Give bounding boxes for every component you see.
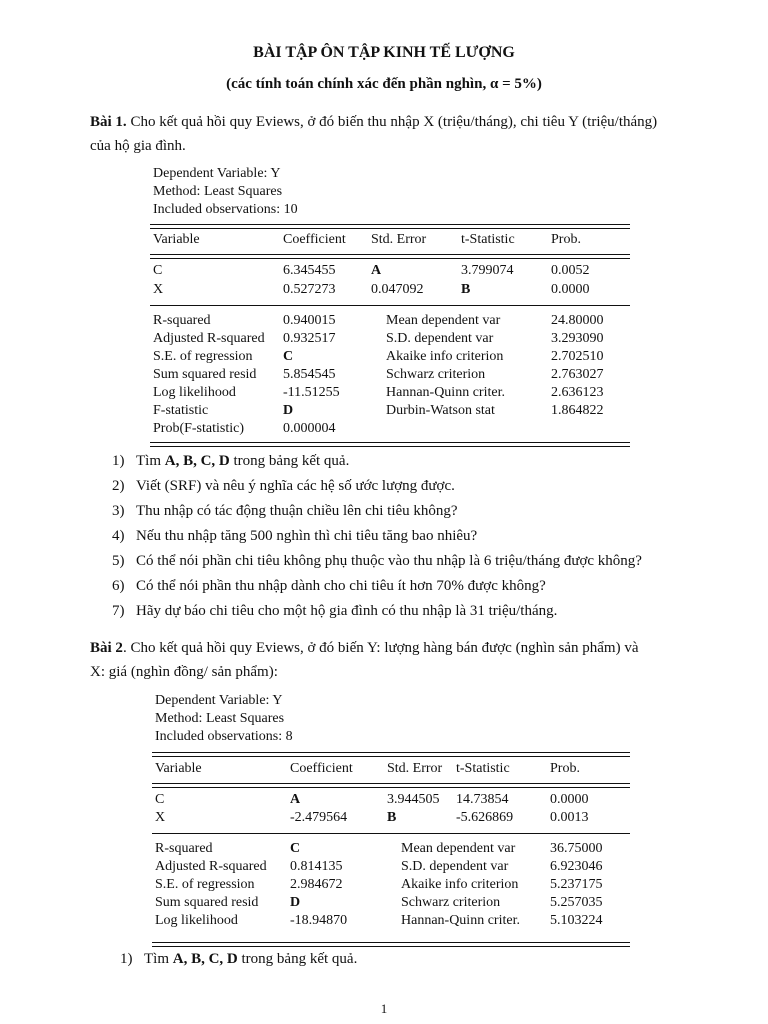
- question-text: Thu nhập có tác động thuận chiều lên chi tiêu không?: [136, 503, 458, 519]
- column-header: Coefficient: [290, 761, 353, 776]
- stat-value: 5.103224: [550, 913, 603, 928]
- question-item: [112, 600, 557, 622]
- bai2-meta: [155, 692, 293, 746]
- stat-label: R-squared: [155, 841, 213, 856]
- table-rule: [150, 442, 630, 447]
- table-cell: 0.0052: [551, 263, 590, 278]
- bai1-intro-line1: Cho kết quả hồi quy Eviews, ở đó biến thu nhập X (triệu/tháng), chi tiêu Y (triệu/tháng): [126, 114, 658, 130]
- stat-value: 6.923046: [550, 859, 603, 874]
- question-text: Hãy dự báo chi tiêu cho một hộ gia đình có thu nhập là 31 triệu/tháng.: [136, 603, 558, 619]
- document-subtitle: (các tính toán chính xác đến phần nghìn, α = 5%): [226, 76, 542, 92]
- table-rule: [150, 224, 630, 229]
- column-header: Coefficient: [283, 232, 346, 247]
- question-text: Có thể nói phần chi tiêu không phụ thuộc vào thu nhập là 6 triệu/tháng được không?: [136, 553, 642, 569]
- stat-value: 2.763027: [551, 367, 604, 382]
- question-number: 1): [120, 951, 133, 967]
- stat-label: Schwarz criterion: [386, 367, 486, 382]
- question-text: trong bảng kết quả.: [229, 453, 350, 469]
- question-number: 2): [112, 478, 125, 494]
- page-number: 1: [380, 1001, 388, 1016]
- question-text: Tìm: [136, 453, 165, 469]
- bai2-intro: [90, 636, 700, 684]
- column-header: Variable: [153, 232, 200, 247]
- table-rule: [152, 833, 630, 834]
- table-cell-unknown: A: [290, 792, 301, 807]
- bai1-meta-method: Method: Least Squares: [153, 184, 283, 199]
- question-item: [112, 550, 642, 572]
- column-header: Std. Error: [387, 761, 443, 776]
- stat-value: -18.94870: [290, 913, 348, 928]
- bai2-meta-dependent: Dependent Variable: Y: [155, 693, 283, 708]
- bai1-meta-observations: Included observations: 10: [153, 202, 298, 217]
- bai1-meta: [153, 165, 298, 219]
- stat-label: F-statistic: [153, 403, 209, 418]
- column-header: Prob.: [551, 232, 581, 247]
- stat-label: S.E. of regression: [155, 877, 255, 892]
- column-header: Std. Error: [371, 232, 427, 247]
- bai2-intro-line2: X: giá (nghìn đồng/ sản phẩm):: [90, 664, 278, 680]
- table-cell: 0.0000: [550, 792, 589, 807]
- stat-label: S.E. of regression: [153, 349, 253, 364]
- bai1-intro-line2: của hộ gia đình.: [90, 138, 186, 154]
- question-text: Có thể nói phần thu nhập dành cho chi tiêu ít hơn 70% được không?: [136, 578, 546, 594]
- stat-value: 5.854545: [283, 367, 336, 382]
- stat-label: Sum squared resid: [155, 895, 259, 910]
- table-cell-unknown: A: [371, 263, 382, 278]
- bai1-intro: [90, 110, 700, 158]
- table-cell: 14.73854: [456, 792, 509, 807]
- column-header: t-Statistic: [456, 761, 510, 776]
- stat-label: Log likelihood: [153, 385, 236, 400]
- question-number: 1): [112, 453, 125, 469]
- question-item: [112, 500, 458, 522]
- table-cell: X: [153, 282, 164, 297]
- stat-value: 3.293090: [551, 331, 604, 346]
- stat-label: Sum squared resid: [153, 367, 257, 382]
- question-number: 3): [112, 503, 125, 519]
- table-cell: C: [153, 263, 163, 278]
- stat-label: Schwarz criterion: [401, 895, 501, 910]
- question-item: [112, 575, 546, 597]
- stat-value: 0.932517: [283, 331, 336, 346]
- stat-value-unknown: D: [290, 895, 301, 910]
- table-cell: 6.345455: [283, 263, 336, 278]
- column-header: Prob.: [550, 761, 580, 776]
- table-cell: 0.0013: [550, 810, 589, 825]
- table-rule: [150, 254, 630, 259]
- table-cell-unknown: B: [387, 810, 397, 825]
- stat-label: Hannan-Quinn criter.: [386, 385, 505, 400]
- question-text: Viết (SRF) và nêu ý nghĩa các hệ số ước lượng được.: [136, 478, 455, 494]
- table-cell: X: [155, 810, 166, 825]
- bai1-label: Bài 1.: [90, 114, 127, 130]
- table-cell: 0.527273: [283, 282, 336, 297]
- stat-label: Log likelihood: [155, 913, 238, 928]
- stat-label: Akaike info criterion: [386, 349, 504, 364]
- bai2-meta-observations: Included observations: 8: [155, 729, 293, 744]
- stat-label: Akaike info criterion: [401, 877, 519, 892]
- stat-value: 0.814135: [290, 859, 343, 874]
- stat-label: Adjusted R-squared: [155, 859, 267, 874]
- question-item: [120, 948, 357, 970]
- question-text: Nếu thu nhập tăng 500 nghìn thì chi tiêu tăng bao nhiêu?: [136, 528, 478, 544]
- stat-label: Prob(F-statistic): [153, 421, 244, 436]
- stat-label: Durbin-Watson stat: [386, 403, 495, 418]
- question-text: Tìm: [144, 951, 173, 967]
- table-cell-unknown: B: [461, 282, 471, 297]
- stat-label: S.D. dependent var: [386, 331, 494, 346]
- stat-value-unknown: C: [290, 841, 301, 856]
- stat-value: 2.984672: [290, 877, 343, 892]
- stat-label: Mean dependent var: [386, 313, 501, 328]
- question-item: [112, 450, 349, 472]
- question-text-bold: A, B, C, D: [164, 453, 230, 469]
- bai2-intro-line1: . Cho kết quả hồi quy Eviews, ở đó biến Y: lượng hàng bán được (nghìn sản phẩm) và: [122, 640, 639, 656]
- question-number: 5): [112, 553, 125, 569]
- question-number: 4): [112, 528, 125, 544]
- stat-value: 0.000004: [283, 421, 336, 436]
- stat-value: 5.257035: [550, 895, 603, 910]
- column-header: Variable: [155, 761, 202, 776]
- table-rule: [152, 942, 630, 947]
- table-cell: 3.944505: [387, 792, 440, 807]
- bai1-meta-dependent: Dependent Variable: Y: [153, 166, 281, 181]
- stat-value: 0.940015: [283, 313, 336, 328]
- stat-value: 2.636123: [551, 385, 604, 400]
- stat-value: -11.51255: [283, 385, 340, 400]
- stat-value: 36.75000: [550, 841, 603, 856]
- document-title: BÀI TẬP ÔN TẬP KINH TẾ LƯỢNG: [253, 44, 515, 61]
- stat-value-unknown: C: [283, 349, 294, 364]
- table-cell: C: [155, 792, 165, 807]
- stat-value: 1.864822: [551, 403, 604, 418]
- table-cell: 0.047092: [371, 282, 424, 297]
- stat-value: 2.702510: [551, 349, 604, 364]
- table-rule: [152, 783, 630, 788]
- stat-value: 5.237175: [550, 877, 603, 892]
- table-cell: 0.0000: [551, 282, 590, 297]
- question-item: [112, 475, 455, 497]
- column-header: t-Statistic: [461, 232, 515, 247]
- question-number: 7): [112, 603, 125, 619]
- stat-value: 24.80000: [551, 313, 604, 328]
- table-cell: -2.479564: [290, 810, 348, 825]
- table-cell: -5.626869: [456, 810, 514, 825]
- question-text-bold: A, B, C, D: [172, 951, 238, 967]
- stat-value-unknown: D: [283, 403, 294, 418]
- table-cell: 3.799074: [461, 263, 514, 278]
- stat-label: Hannan-Quinn criter.: [401, 913, 520, 928]
- stat-label: Mean dependent var: [401, 841, 516, 856]
- stat-label: Adjusted R-squared: [153, 331, 265, 346]
- table-rule: [150, 305, 630, 306]
- question-text: trong bảng kết quả.: [237, 951, 358, 967]
- table-rule: [152, 752, 630, 757]
- bai2-meta-method: Method: Least Squares: [155, 711, 285, 726]
- question-item: [112, 525, 477, 547]
- stat-label: S.D. dependent var: [401, 859, 509, 874]
- stat-label: R-squared: [153, 313, 211, 328]
- question-number: 6): [112, 578, 125, 594]
- bai2-label: Bài 2: [90, 640, 123, 656]
